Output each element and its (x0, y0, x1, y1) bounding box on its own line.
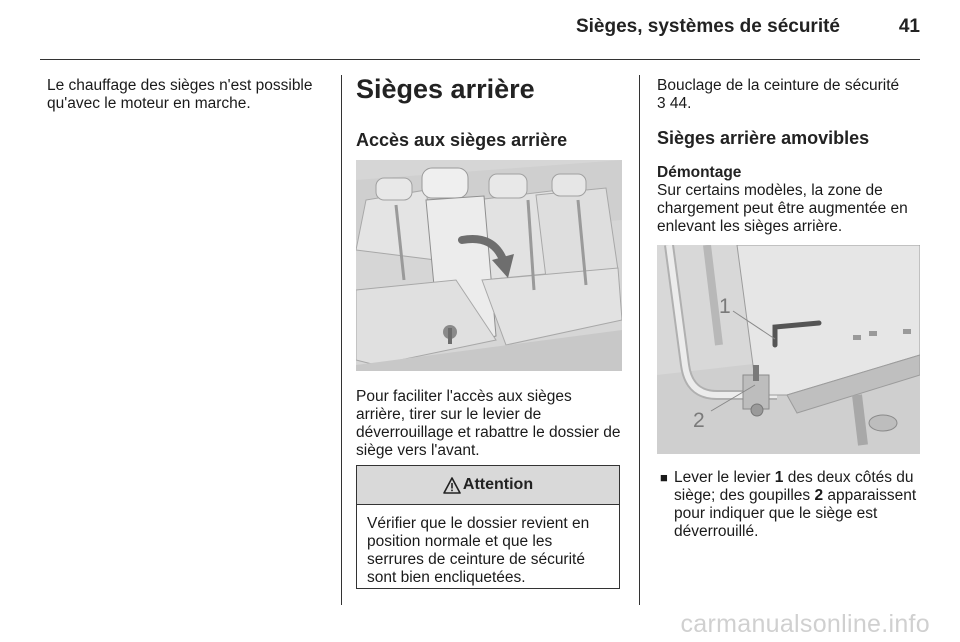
removal-intro: Sur certains modèles, la zone de chargement peut être augmentée en enlevant les sièges arrière. (657, 182, 908, 235)
attention-title: Attention (462, 476, 534, 493)
column-divider-left (341, 75, 342, 605)
attention-header (357, 466, 619, 505)
bullet-ref-pins: 2 (814, 487, 824, 504)
bullet-text (674, 469, 922, 541)
warning-icon (443, 477, 461, 494)
bullet-text-part: Lever le levier (674, 469, 775, 486)
seat-lever-figure (657, 245, 920, 454)
page-number: 41 (898, 16, 920, 37)
section-heading-rear-seats: Sièges arrière (356, 74, 535, 104)
callout-label-1: 1 (719, 295, 731, 318)
subheading-rear-access: Accès aux sièges arrière (356, 130, 568, 150)
header-rule (40, 59, 920, 60)
bullet-text-part: apparaissent pour indiquer que le siège est déverrouillé. (674, 487, 917, 540)
running-header-title: Sièges, systèmes de sécurité (575, 16, 840, 37)
rear-seat-figure (356, 160, 622, 371)
seatbelt-reference-text: Bouclage de la ceinture de sécurité (657, 77, 900, 94)
page-reference-link[interactable]: 3 44. (657, 95, 692, 112)
column-divider-right (639, 75, 640, 605)
bullet-square-icon: ■ (660, 470, 668, 485)
seatbelt-reference (657, 77, 920, 113)
rear-seat-illustration (356, 160, 622, 371)
callout-label-2: 2 (693, 409, 705, 432)
attention-box (356, 465, 620, 589)
attention-text: Vérifier que le dossier revient en position normale et que les serrures de ceinture de sécurité sont bien encliquetées. (367, 515, 590, 586)
bullet-ref-lever: 1 (774, 469, 784, 486)
rear-access-instructions: Pour faciliter l'accès aux sièges arrière, tirer sur le levier de déverrouillage et rabattre le dossier de siège vers l'avant. (356, 388, 621, 459)
bullet-text-part: des deux côtés du siège; des goupilles (674, 469, 914, 504)
watermark: carmanualsonline.info (680, 610, 930, 638)
seat-lever-illustration (657, 245, 920, 454)
heading-removable-seats: Sièges arrière amovibles (657, 128, 870, 148)
bullet-list-item (657, 469, 922, 541)
seat-heating-note: Le chauffage des sièges n'est possible qu'avec le moteur en marche. (47, 77, 313, 112)
subheading-removal: Démontage (657, 164, 742, 181)
